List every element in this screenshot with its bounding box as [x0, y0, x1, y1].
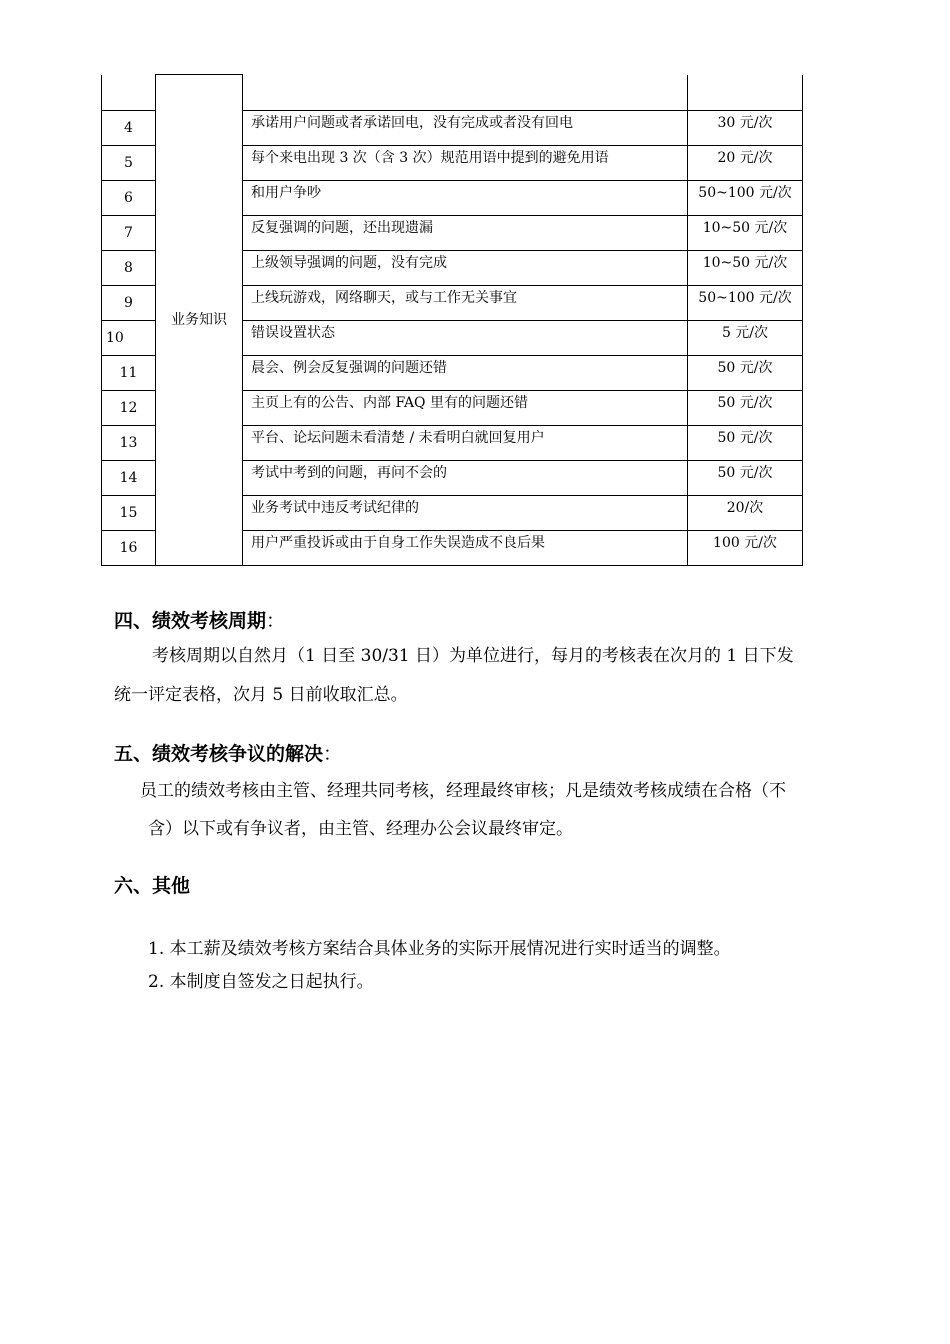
row-fee: 10~50 元/次	[688, 250, 803, 285]
row-num: 11	[102, 355, 156, 390]
penalty-table	[101, 74, 803, 566]
row-desc: 用户严重投诉或由于自身工作失误造成不良后果	[243, 530, 688, 565]
row-desc: 主页上有的公告、内部 FAQ 里有的问题还错	[243, 390, 688, 425]
section5-line1: 员工的绩效考核由主管、经理共同考核，经理最终审核；凡是绩效考核成绩在合格（不	[140, 781, 786, 801]
section5-heading: 五、绩效考核争议的解决：	[114, 743, 343, 765]
row-fee: 20/次	[688, 495, 803, 530]
row-num: 5	[102, 145, 156, 180]
row-fee: 30 元/次	[688, 110, 803, 145]
row-num: 8	[102, 250, 156, 285]
section4-line2: 统一评定表格，次月 5 日前收取汇总。	[114, 685, 408, 705]
row-num: 9	[102, 285, 156, 320]
row-num: 13	[102, 425, 156, 460]
row-desc: 错误设置状态	[243, 320, 688, 355]
category-cell: 业务知识	[156, 75, 243, 566]
row-fee: 50 元/次	[688, 460, 803, 495]
row-fee: 5 元/次	[688, 320, 803, 355]
row-desc: 业务考试中违反考试纪律的	[243, 495, 688, 530]
row-desc: 晨会、例会反复强调的问题还错	[243, 355, 688, 390]
row-num: 6	[102, 180, 156, 215]
section6-item-1: 1. 本工薪及绩效考核方案结合具体业务的实际开展情况进行实时适当的调整。	[148, 939, 731, 959]
row-fee: 50~100 元/次	[688, 180, 803, 215]
row-num: 4	[102, 110, 156, 145]
row-desc: 上级领导强调的问题，没有完成	[243, 250, 688, 285]
row-num: 12	[102, 390, 156, 425]
row-fee: 50 元/次	[688, 355, 803, 390]
section6-item-2: 2. 本制度自签发之日起执行。	[148, 972, 374, 992]
row-desc: 考试中考到的问题，再问不会的	[243, 460, 688, 495]
row-desc: 和用户争吵	[243, 180, 688, 215]
row-fee: 50 元/次	[688, 390, 803, 425]
row-fee: 100 元/次	[688, 530, 803, 565]
row-num: 15	[102, 495, 156, 530]
cell-fee-empty	[688, 75, 803, 111]
row-num: 7	[102, 215, 156, 250]
row-fee: 10~50 元/次	[688, 215, 803, 250]
row-desc: 平台、论坛问题未看清楚 / 未看明白就回复用户	[243, 425, 688, 460]
section5-line2: 含）以下或有争议者，由主管、经理办公会议最终审定。	[148, 819, 573, 839]
row-desc: 反复强调的问题，还出现遗漏	[243, 215, 688, 250]
row-fee: 50 元/次	[688, 425, 803, 460]
row-num: 16	[102, 530, 156, 565]
cell-num-empty	[102, 75, 156, 111]
row-desc: 上线玩游戏，网络聊天，或与工作无关事宜	[243, 285, 688, 320]
row-fee: 20 元/次	[688, 145, 803, 180]
row-num: 14	[102, 460, 156, 495]
section4-line1: 考核周期以自然月（1 日至 30/31 日）为单位进行，每月的考核表在次月的 1 日下发	[152, 646, 794, 666]
row-num: 10	[102, 320, 156, 355]
table-row-continued	[102, 75, 803, 111]
row-desc: 承诺用户问题或者承诺回电，没有完成或者没有回电	[243, 110, 688, 145]
cell-desc-empty	[243, 75, 688, 111]
row-desc: 每个来电出现 3 次（含 3 次）规范用语中提到的避免用语	[243, 145, 688, 180]
row-fee: 50~100 元/次	[688, 285, 803, 320]
section4-heading: 四、绩效考核周期：	[114, 610, 286, 632]
section6-heading: 六、其他	[114, 875, 191, 897]
